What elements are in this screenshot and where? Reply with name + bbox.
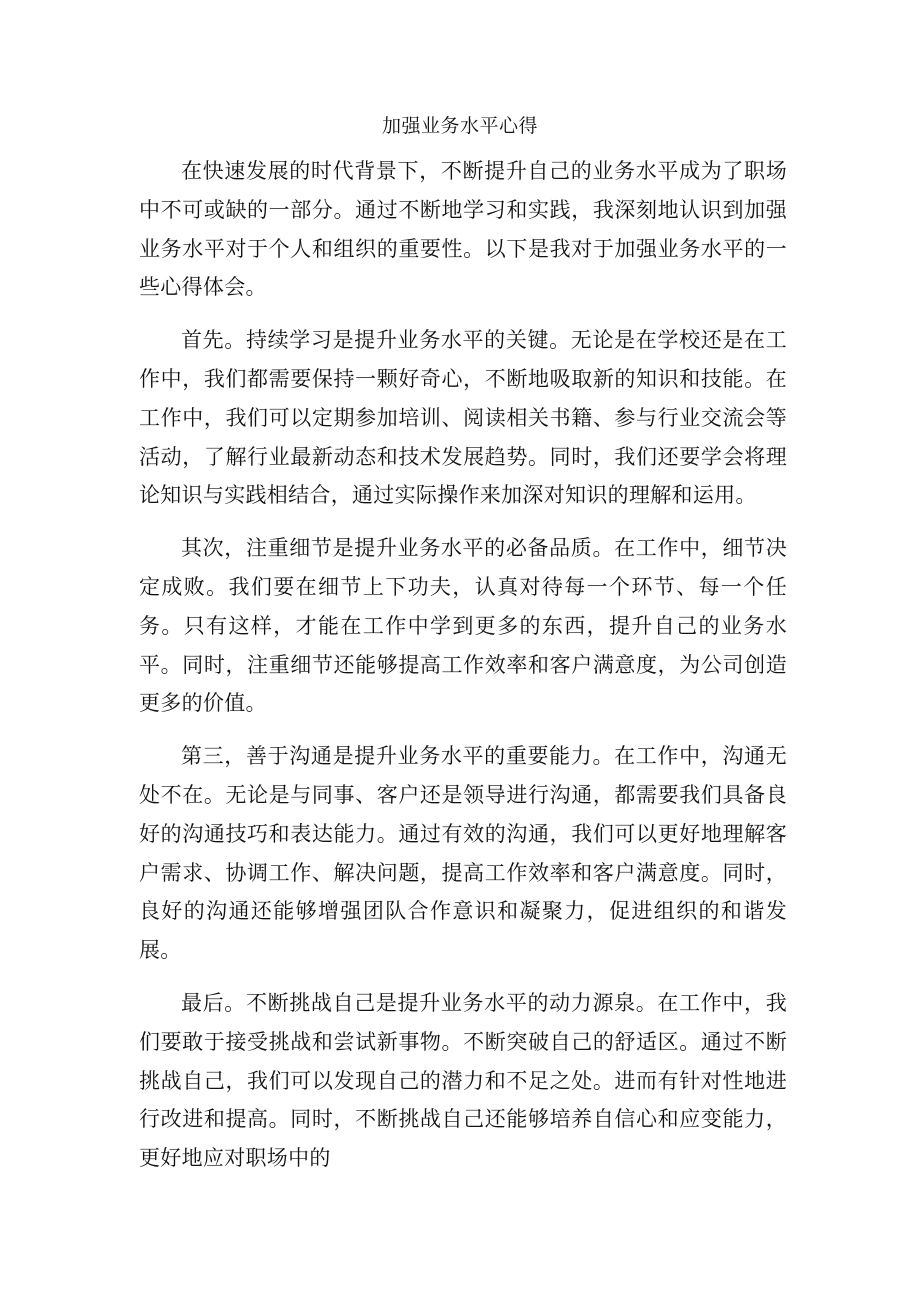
document-title: 加强业务水平心得 — [381, 115, 538, 137]
paragraph: 第三，善于沟通是提升业务水平的重要能力。在工作中，沟通无处不在。无论是与同事、客户还是领导进行沟通，都需要我们具备良好的沟通技巧和表达能力。通过有效的沟通，我们可以更好地理解客户需求、协调工作、解决问题，提高工作效率和客户满意度。同时，良好的沟通还能够增强团队合作意识和凝聚力，促进组织的和谐发展。 — [139, 744, 787, 963]
paragraph: 在快速发展的时代背景下，不断提升自己的业务水平成为了职场中不可或缺的一部分。通过不断地学习和实践，我深刻地认识到加强业务水平对于个人和组织的重要性。以下是我对于加强业务水平的一些心得体会。 — [139, 159, 787, 300]
paragraph: 最后。不断挑战自己是提升业务水平的动力源泉。在工作中，我们要敢于接受挑战和尝试新事物。不断突破自己的舒适区。通过不断挑战自己，我们可以发现自己的潜力和不足之处。进而有针对性地进行改进和提高。同时，不断挑战自己还能够培养自信心和应变能力，更好地应对职场中的 — [139, 990, 787, 1171]
paragraph: 首先。持续学习是提升业务水平的关键。无论是在学校还是在工作中，我们都需要保持一颗好奇心，不断地吸取新的知识和技能。在工作中，我们可以定期参加培训、阅读相关书籍、参与行业交流会等活动，了解行业最新动态和技术发展趋势。同时，我们还要学会将理论知识与实践相结合，通过实际操作来加深对知识的理解和运用。 — [139, 328, 787, 508]
document-body — [139, 152, 787, 1178]
paragraph: 其次，注重细节是提升业务水平的必备品质。在工作中，细节决定成败。我们要在细节上下功夫，认真对待每一个环节、每一个任务。只有这样，才能在工作中学到更多的东西，提升自己的业务水平。同时，注重细节还能够提高工作效率和客户满意度，为公司创造更多的价值。 — [139, 536, 787, 716]
